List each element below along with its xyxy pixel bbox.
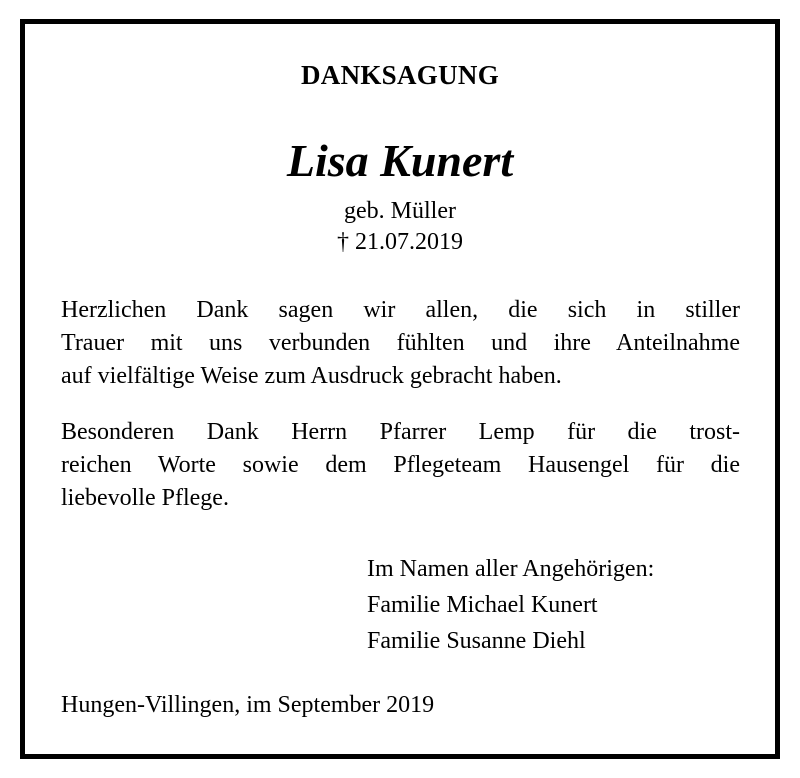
place-and-date: Hungen-Villingen, im September 2019 [61,692,435,718]
maiden-name: geb. Müller [344,198,456,224]
thanks-line: auf vielfältige Weise zum Ausdruck gebracht haben. [61,363,562,389]
notice-heading: DANKSAGUNG [300,60,499,90]
special-thanks-line: liebevolle Pflege. [61,485,229,511]
special-thanks-paragraph [61,416,740,515]
death-date: † 21.07.2019 [337,229,463,255]
notice-border [20,19,780,759]
deceased-name: Lisa Kunert [286,135,514,186]
special-thanks-line: Besonderen Dank Herrn Pfarrer Lemp für die trost- [61,419,740,445]
special-thanks-line: reichen Worte sowie dem Pflegeteam Hausengel für die [61,452,740,478]
signature-line: Familie Susanne Diehl [367,628,586,654]
signature-line: Familie Michael Kunert [367,592,598,618]
thanks-line: Trauer mit uns verbunden fühlten und ihre Anteilnahme [61,330,740,356]
signature-block [367,551,654,659]
thanks-paragraph [61,294,740,393]
thanks-line: Herzlichen Dank sagen wir allen, die sich in stiller [61,297,740,323]
signature-line: Im Namen aller Angehörigen: [367,556,655,582]
